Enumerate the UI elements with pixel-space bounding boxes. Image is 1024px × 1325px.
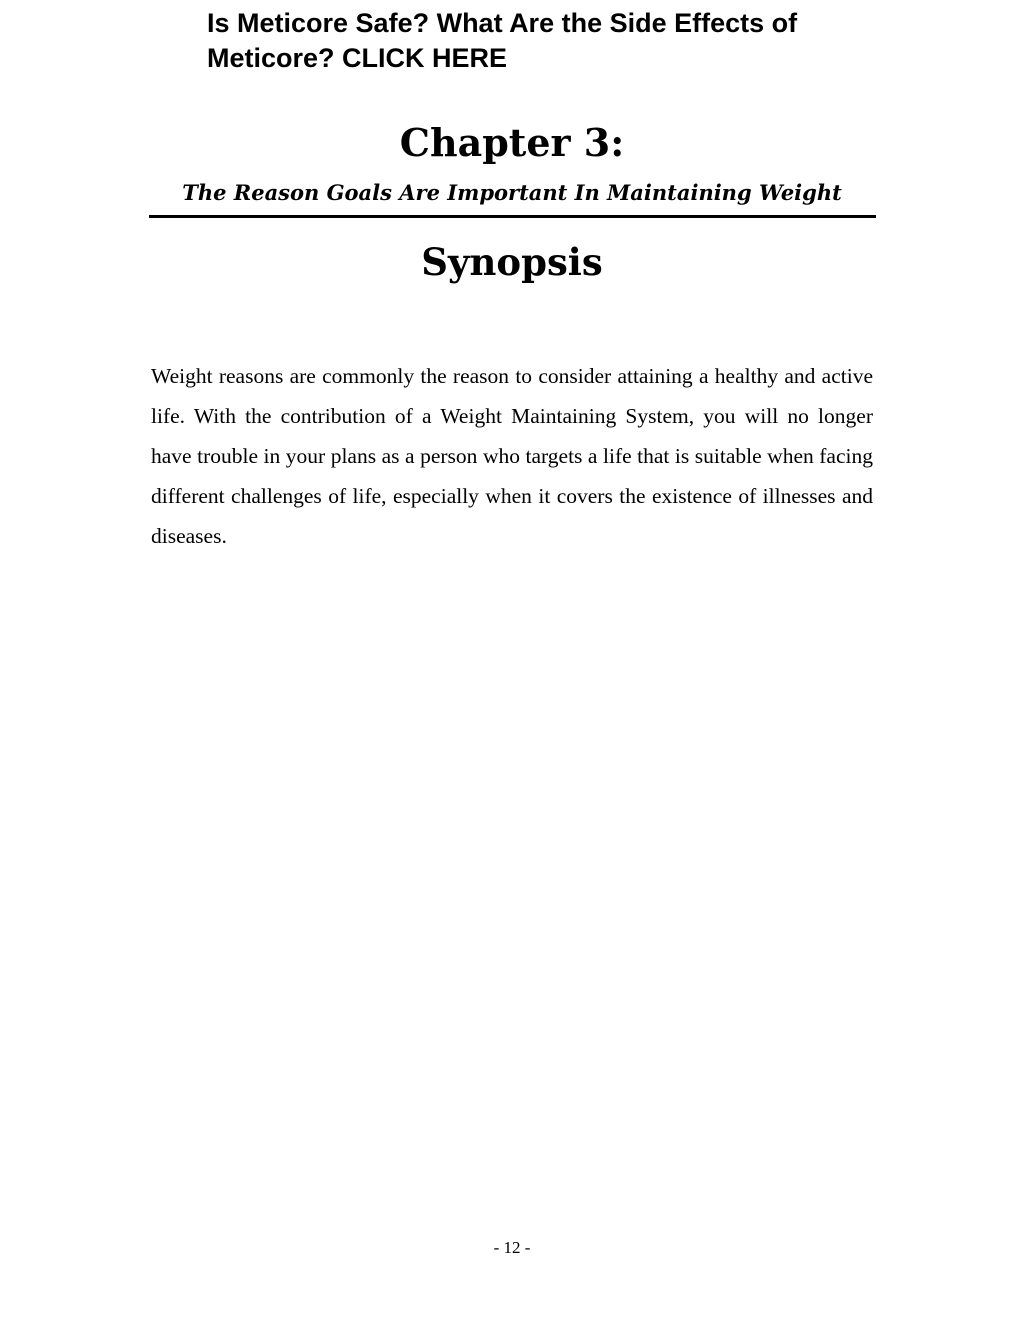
- chapter-title: Chapter 3:: [399, 120, 625, 165]
- section-heading: Synopsis: [421, 240, 603, 284]
- promo-link[interactable]: Is Meticore Safe? What Are the Side Effects of Meticore? CLICK HERE: [207, 8, 798, 73]
- page-number: - 12 -: [493, 1238, 531, 1257]
- body-paragraph: Weight reasons are commonly the reason to consider attaining a healthy and active life. With the contribution of a Weight Maintaining System, you will no longer have trouble in your plans as a person who targets a life that is suitable when facing different challenges of life, especially when it covers the existence of illnesses and diseases.: [151, 364, 873, 548]
- chapter-subtitle: The Reason Goals Are Important In Maintaining Weight: [182, 180, 842, 205]
- title-divider: [149, 215, 876, 218]
